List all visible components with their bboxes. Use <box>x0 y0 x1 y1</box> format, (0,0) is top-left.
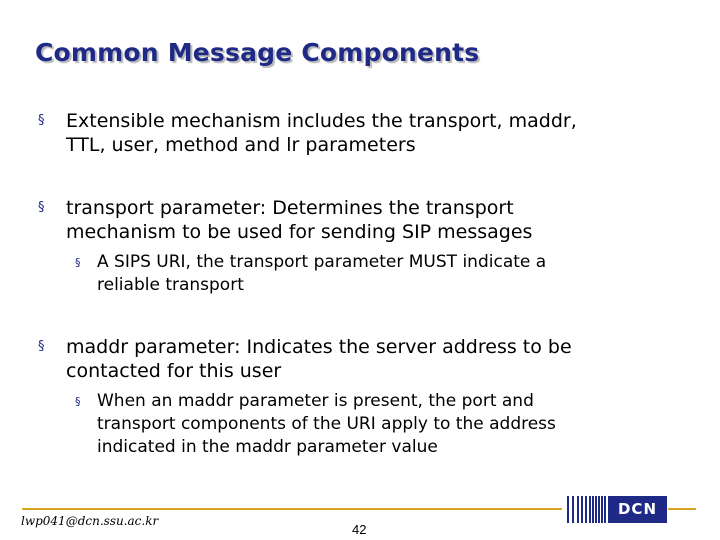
bullet-marker: § <box>38 200 45 215</box>
bullet-2-line-2: mechanism to be used for sending SIP messages <box>66 221 533 243</box>
bullet-3 <box>38 335 572 383</box>
bullet-2 <box>38 196 533 244</box>
sub-bullet-marker: § <box>75 256 81 269</box>
footer-divider-right <box>668 508 696 510</box>
sub-bullet-2-1 <box>75 251 547 297</box>
bullet-2-line-1: transport parameter: Determines the transport <box>66 197 514 219</box>
sub-bullet-marker: § <box>75 395 81 408</box>
footer-divider <box>22 508 562 510</box>
bullet-1-line-1: Extensible mechanism includes the transport, maddr, <box>66 110 577 132</box>
slide-title: Common Message Components <box>35 38 480 67</box>
sub-bullet-3-1-line-1: When an maddr parameter is present, the port and <box>97 391 534 411</box>
bullet-marker: § <box>38 339 45 354</box>
logo-text: DCN <box>608 496 667 523</box>
bullet-3-line-1: maddr parameter: Indicates the server address to be <box>66 336 572 358</box>
sub-bullet-3-1 <box>75 390 556 459</box>
sub-bullet-2-1-line-1: A SIPS URI, the transport parameter MUST indicate a <box>97 252 547 272</box>
bullet-1 <box>38 109 577 157</box>
bullet-marker: § <box>38 113 45 128</box>
bullet-3-line-2: contacted for this user <box>66 360 282 382</box>
sub-bullet-2-1-line-2: reliable transport <box>97 275 244 295</box>
logo-barcode-icon <box>565 496 607 523</box>
bullet-1-line-2: TTL, user, method and lr parameters <box>66 134 416 156</box>
dcn-logo <box>565 496 667 523</box>
footer-email: lwp041@dcn.ssu.ac.kr <box>21 514 159 528</box>
sub-bullet-3-1-line-3: indicated in the maddr parameter value <box>97 437 438 457</box>
sub-bullet-3-1-line-2: transport components of the URI apply to the address <box>97 414 556 434</box>
page-number: 42 <box>352 522 367 537</box>
